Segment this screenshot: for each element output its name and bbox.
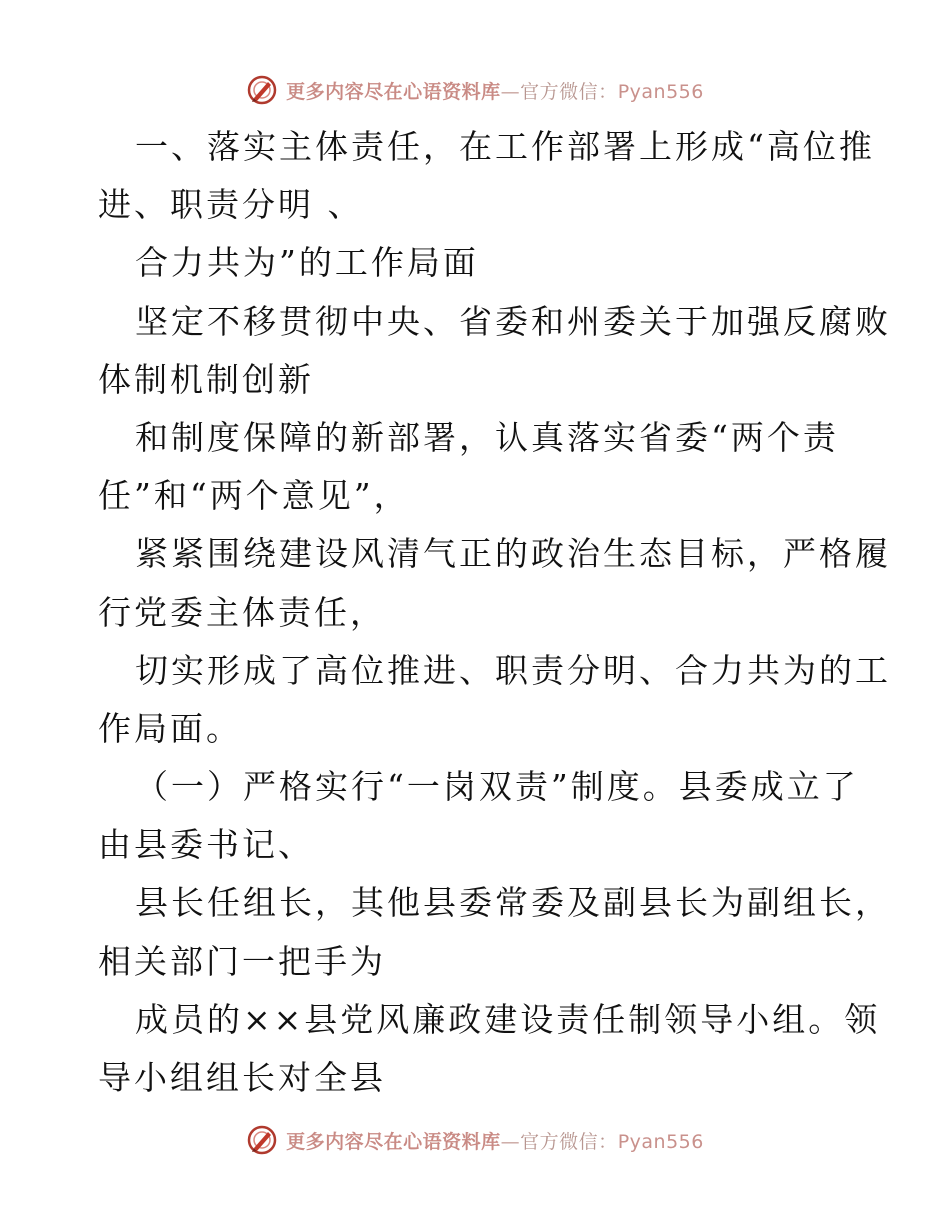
text-line-17: 导小组组长对全县 (98, 1058, 386, 1097)
watermark-account: Pyan556 (617, 1130, 704, 1153)
header-watermark (0, 70, 950, 110)
watermark-brand: 更多内容尽在心语资料库 (286, 80, 501, 103)
text-line-16: 成员的××县党风廉政建设责任制领导小组。领 (135, 999, 881, 1039)
watermark-label: 官方微信： (520, 80, 618, 103)
text-line-13: 由县委书记、 (98, 825, 314, 865)
text-line-14: 县长任组长，其他县委常委及副县长为副组长， (135, 883, 891, 923)
text-line-10: 切实形成了高位推进、职责分明、合力共为的工 (135, 650, 891, 690)
footer-watermark (0, 1120, 950, 1160)
watermark-text (286, 1127, 704, 1154)
watermark-account: Pyan556 (617, 80, 704, 103)
watermark-dash: — (500, 80, 521, 103)
text-line-12: （一）严格实行“一岗双责”制度。县委成立了 (135, 767, 859, 807)
text-line-3: 合力共为”的工作局面 (135, 243, 479, 283)
pen-logo-icon (246, 1124, 278, 1156)
text-line-8: 紧紧围绕建设风清气正的政治生态目标，严格履 (135, 534, 891, 574)
watermark-label: 官方微信： (520, 1130, 618, 1153)
document-body (98, 118, 891, 1107)
watermark-text (286, 77, 704, 104)
text-line-6: 和制度保障的新部署，认真落实省委“两个责 (135, 417, 839, 457)
text-line-1: 一、落实主体责任，在工作部署上形成“高位推 (135, 127, 875, 166)
pen-logo-icon (246, 74, 278, 106)
text-line-9: 行党委主体责任， (98, 592, 386, 632)
text-line-4: 坚定不移贯彻中央、省委和州委关于加强反腐败 (135, 301, 891, 341)
watermark-brand: 更多内容尽在心语资料库 (286, 1130, 501, 1153)
text-line-7: 任”和“两个意见”， (98, 476, 410, 516)
text-line-11: 作局面。 (98, 708, 242, 748)
text-line-15: 相关部门一把手为 (98, 941, 386, 981)
watermark-dash: — (500, 1130, 521, 1153)
text-line-2: 进、职责分明 、 (98, 185, 364, 225)
text-line-5: 体制机制创新 (98, 359, 314, 399)
